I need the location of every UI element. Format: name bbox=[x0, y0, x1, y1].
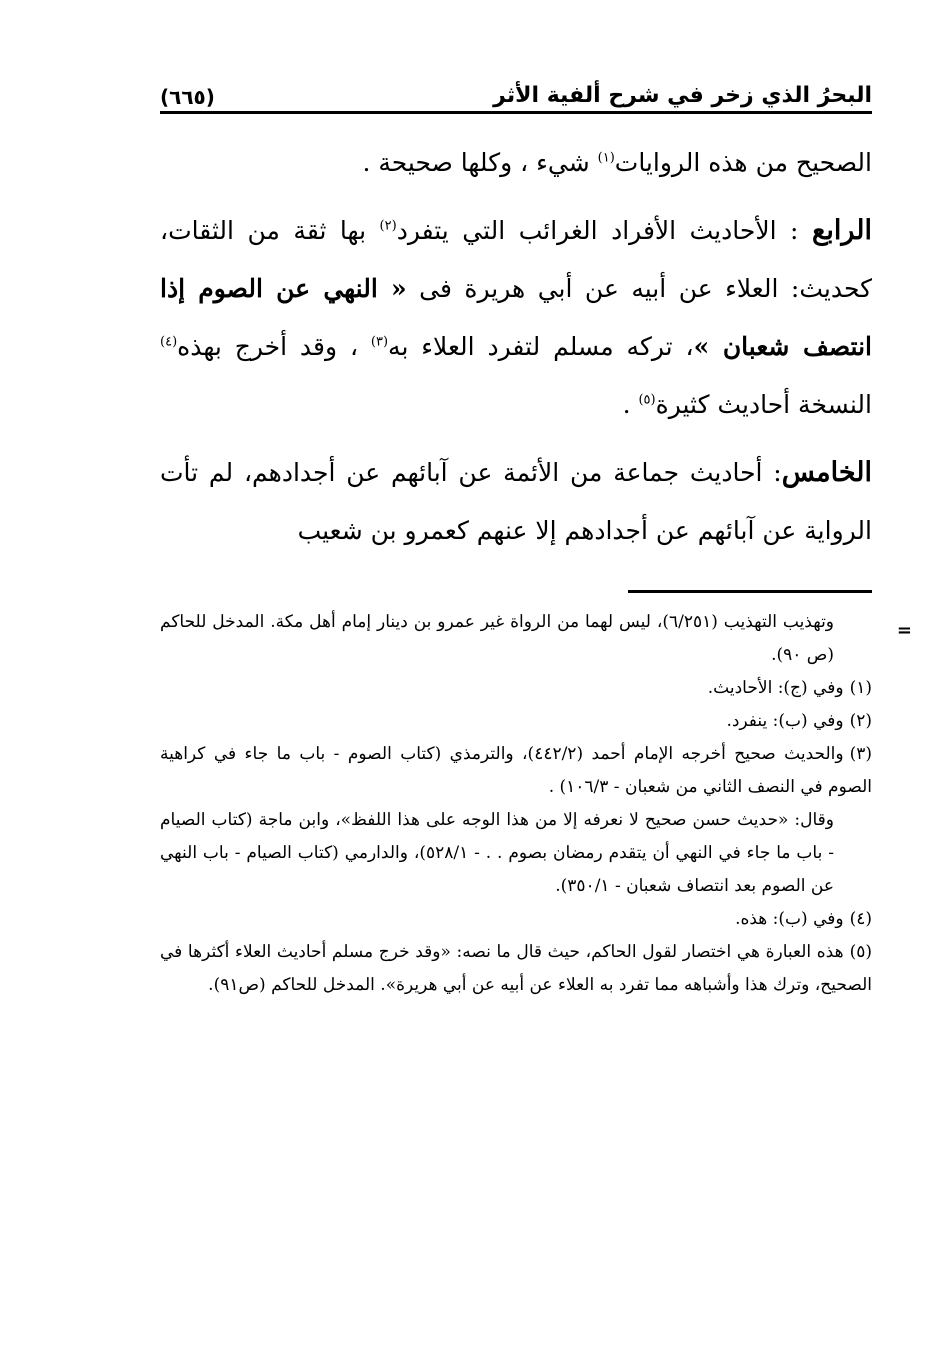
paragraph-fifth bbox=[160, 444, 872, 560]
footnote-text: والحديث صحيح أخرجه الإمام أحمد (٤٤٢/٢)، والترمذي (كتاب الصوم - باب ما جاء في كراهية الصوم في النصف الثاني من شعبان - ١٠٦/٣) . bbox=[160, 744, 872, 797]
footnote-2 bbox=[160, 705, 872, 738]
footnote-text: وفي (ب): ينفرد. bbox=[726, 711, 844, 731]
paragraph-fourth bbox=[160, 202, 872, 434]
footnote-number: (٥) bbox=[849, 942, 872, 962]
text-run: النسخة أحاديث كثيرة bbox=[655, 390, 872, 419]
footnote-4 bbox=[160, 903, 872, 936]
footnote-ref-1: (١) bbox=[597, 150, 615, 166]
footnote-separator bbox=[628, 590, 872, 593]
footnote-1 bbox=[160, 672, 872, 705]
section-heading-fourth: الرابع bbox=[812, 215, 873, 246]
footnote-ref-4: (٤) bbox=[160, 334, 178, 350]
continuation-mark: = bbox=[896, 620, 912, 641]
footnote-number: (٢) bbox=[849, 711, 872, 731]
hadith-quote: « النهي عن الصوم إذا انتصف شعبان » bbox=[160, 274, 872, 361]
text-run: . bbox=[622, 390, 639, 419]
footnote-5 bbox=[160, 936, 872, 1002]
page-number: (٦٦٥) bbox=[160, 85, 215, 109]
text-run: بها ثقة من الثقات، كحديث: العلاء عن أبيه عن أبي هريرة فى bbox=[160, 216, 872, 303]
text-run: شيء ، وكلها صحيحة . bbox=[362, 148, 598, 177]
footnote-text: وفي (ب): هذه. bbox=[735, 909, 844, 929]
footnote-3 bbox=[160, 738, 872, 804]
footnote-text: هذه العبارة هي اختصار لقول الحاكم، حيث قال ما نصه: «وقد خرج مسلم أحاديث العلاء أكثرها في الصحيح، وترك هذا وأشباهه مما تفرد به العلاء عن أبيه عن أبي هريرة». المدخل للحاكم (ص٩١). bbox=[160, 942, 872, 995]
paragraph-continuation bbox=[160, 134, 872, 192]
footnote-ref-2: (٢) bbox=[379, 218, 397, 234]
running-title: البحرُ الذي زخر في شرح ألفية الأثر bbox=[493, 83, 872, 108]
footnote-number: (٤) bbox=[849, 909, 872, 929]
footnote-number: (١) bbox=[849, 678, 872, 698]
text-run: الصحيح من هذه الروايات bbox=[614, 148, 872, 177]
footnote-ref-5: (٥) bbox=[638, 392, 656, 408]
text-run: ، وقد أخرج بهذه bbox=[177, 332, 371, 361]
text-run: ، تركه مسلم لتفرد العلاء به bbox=[388, 332, 694, 361]
footnote-ref-3: (٣) bbox=[370, 334, 389, 350]
footnote-continued: وتهذيب التهذيب (٦/٢٥١)، ليس لهما من الرواة غير عمرو بن دينار إمام أهل مكة. المدخل للحاكم (ص ٩٠). bbox=[160, 612, 835, 665]
section-heading-fifth: الخامس bbox=[781, 457, 872, 488]
text-run: : الأحاديث الأفراد الغرائب التي يتفرد bbox=[396, 216, 812, 245]
text-run: : أحاديث جماعة من الأئمة عن آبائهم عن أجدادهم، لم تأت الرواية عن آبائهم عن أجدادهم إلا عنهم كعمرو بن شعيب bbox=[160, 458, 872, 545]
footnote-number: (٣) bbox=[849, 744, 873, 764]
main-text bbox=[160, 134, 872, 560]
footnote-text: وفي (ج): الأحاديث. bbox=[707, 678, 844, 698]
footnotes bbox=[160, 606, 872, 1002]
footnote-3-continued: وقال: «حديث حسن صحيح لا نعرفه إلا من هذا الوجه على هذا اللفظ»، وابن ماجة (كتاب الصيام - باب ما جاء في النهي أن يتقدم رمضان بصوم . . - ٥٢٨/١)، والدارمي (كتاب الصيام - باب النهي عن الصوم بعد انتصاف شعبان - ٣٥٠/١). bbox=[160, 810, 834, 896]
page-header bbox=[160, 72, 872, 114]
